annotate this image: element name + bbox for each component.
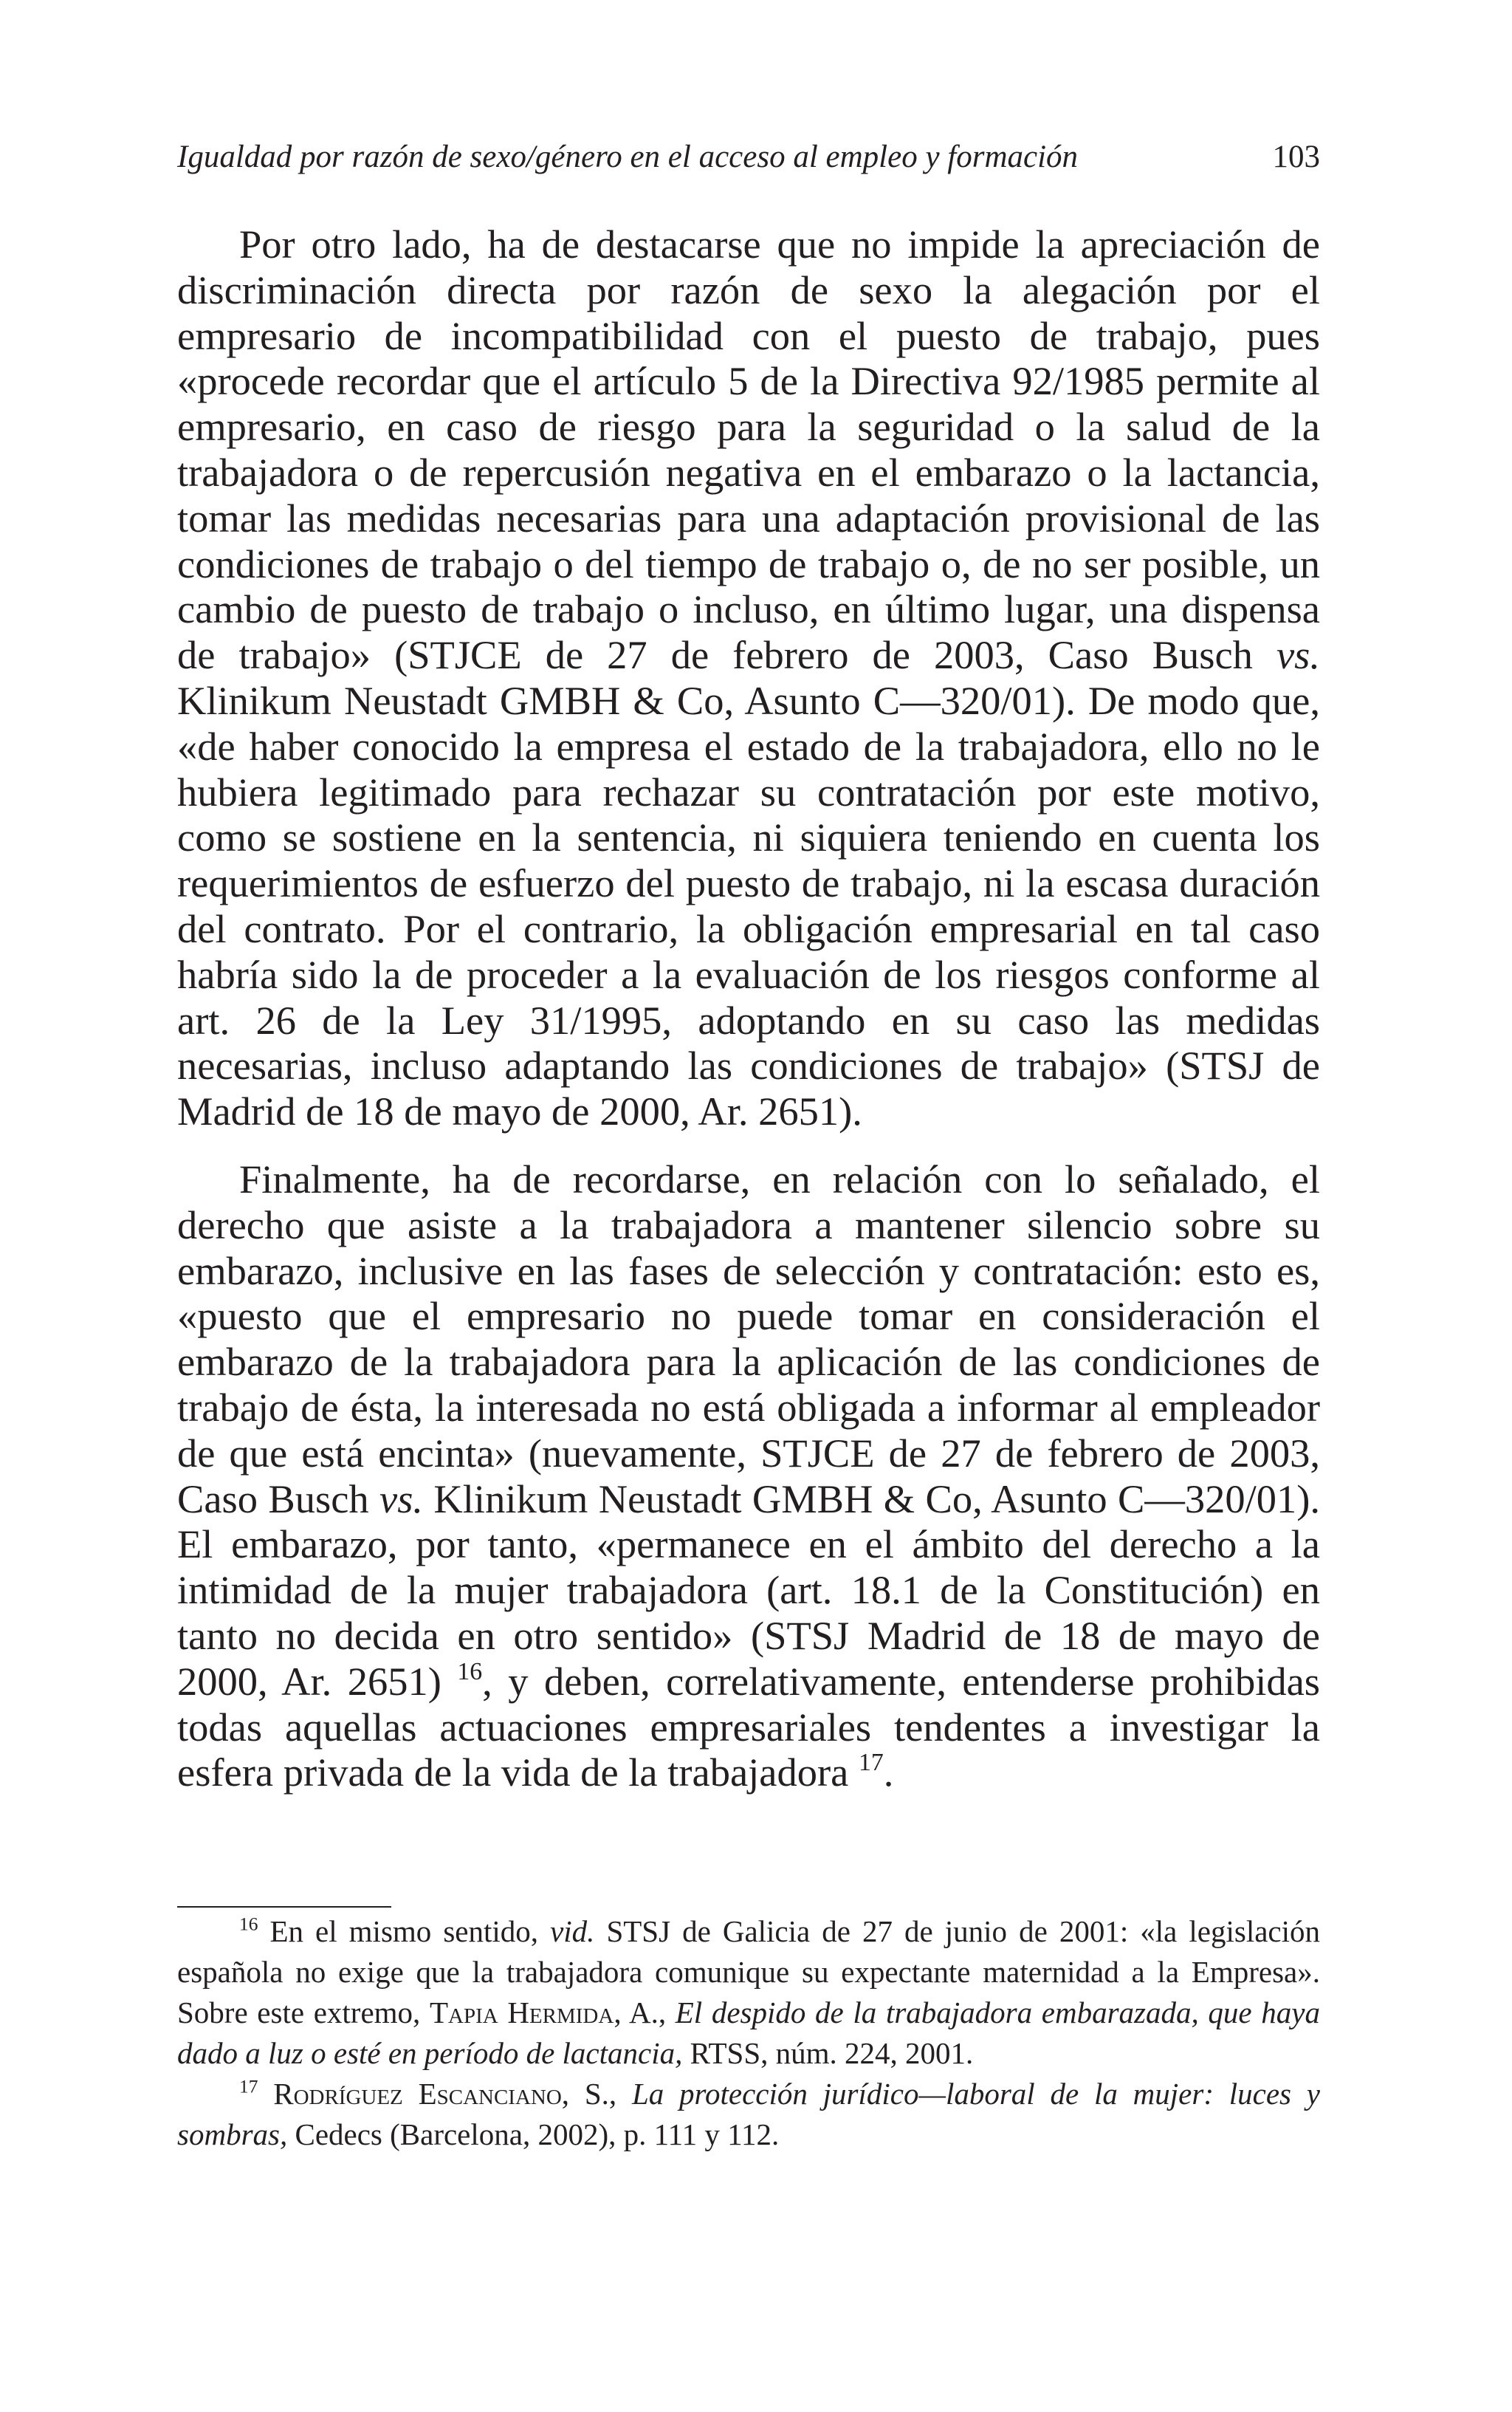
footnote-17-author: Rodríguez Escanciano xyxy=(273,2077,562,2111)
paragraph-2-text-a: Finalmente, ha de recordarse, en relación con lo señalado, el derecho que asiste a la trabajadora a mantener silencio sobre su embarazo, inclusive en las fases de selección y contratación: esto es, «puesto que el empresario no puede tomar en consideración el embarazo de la trabajadora para la aplicación de las condiciones de trabajo de ésta, la interesada no está obligada a informar al empleador de que está encinta» (nuevamente, STJCE de 27 de febrero de 2003, Caso Busch xyxy=(177,1156,1320,1521)
footnote-16-title: El despido de la trabajadora embarazada, que haya dado a luz o esté en período de lactancia, xyxy=(177,1995,1320,2070)
footnote-ref-17[interactable]: 17 xyxy=(858,1749,884,1777)
footnote-16-number: 16 xyxy=(239,1914,258,1935)
paragraph-2-text-b: Klinikum Neustadt GMBH & Co, Asunto C—320/01). El embarazo, por tanto, «permanece en el ámbito del derecho a la intimidad de la mujer trabajadora (art. 18.1 de la Constitución) en tanto no decida en otro sentido» (STSJ Madrid de 18 de mayo de 2000, Ar. 2651) xyxy=(177,1476,1320,1704)
body-text xyxy=(177,222,1320,1795)
footnote-17-initial: , S., xyxy=(561,2077,632,2111)
footnote-17-number: 17 xyxy=(239,2076,258,2097)
footnote-16-author: Tapia Hermida xyxy=(429,1995,614,2029)
paragraph-2 xyxy=(177,1157,1320,1795)
footnote-separator xyxy=(177,1906,391,1908)
paragraph-1-text-a: Por otro lado, ha de destacarse que no impide la apreciación de discriminación directa por razón de sexo la alegación por el empresario de incompatibilidad con el puesto de trabajo, pues «procede recordar que el artículo 5 de la Directiva 92/1985 permite al empresario, en caso de riesgo para la seguridad o la salud de la trabajadora o de repercusión negativa en el embarazo o la lactancia, tomar las medidas necesarias para una adaptación provisional de las condiciones de trabajo o del tiempo de trabajo o, de no ser posible, un cambio de puesto de trabajo o incluso, en último lugar, una dispensa de trabajo» (STJCE de 27 de febrero de 2003, Caso Busch xyxy=(177,222,1320,678)
running-title: Igualdad por razón de sexo/género en el acceso al empleo y formación xyxy=(177,140,1079,174)
footnote-16-initial: , A., xyxy=(614,1995,676,2029)
footnote-16-text-b: RTSS, núm. 224, 2001. xyxy=(682,2036,974,2070)
paragraph-1 xyxy=(177,222,1320,1134)
footnote-ref-16[interactable]: 16 xyxy=(457,1657,483,1685)
paragraph-1-text-b: Klinikum Neustadt GMBH & Co, Asunto C—320/01). De modo que, «de haber conocido la empresa el estado de la trabajadora, ello no le hubiera legitimado para rechazar su contratación por este motivo, como se sostiene en la sentencia, ni siquiera teniendo en cuenta los requerimientos de esfuerzo del puesto de trabajo, ni la escasa duración del contrato. Por el contrario, la obligación empresarial en tal caso habría sido la de proceder a la evaluación de los riesgos conforme al art. 26 de la Ley 31/1995, adoptando en su caso las medidas necesarias, incluso adaptando las condiciones de trabajo» (STSJ de Madrid de 18 de mayo de 2000, Ar. 2651). xyxy=(177,677,1320,1134)
footnote-17 xyxy=(177,2074,1320,2155)
footnote-17-title: La protección jurídico—laboral de la mujer: luces y sombras, xyxy=(177,2077,1321,2151)
footnote-17-text-b: Cedecs (Barcelona, 2002), p. 111 y 112. xyxy=(287,2117,780,2151)
footnote-16 xyxy=(177,1911,1320,2074)
paragraph-2-text-d: . xyxy=(883,1750,894,1795)
footnote-16-text-a: STSJ de Galicia de 27 de junio de 2001: «la legislación española no exige que la trabajadora comunique su expectante maternidad a la Empresa». Sobre este extremo, xyxy=(177,1914,1320,2029)
footnote-16-vid: vid. xyxy=(550,1914,595,1948)
footnote-17-lead xyxy=(258,2077,273,2111)
paragraph-1-vs: vs. xyxy=(1276,632,1320,678)
paragraph-2-text-c: , y deben, correlativamente, entenderse prohibidas todas aquellas actuaciones empresariales tendentes a investigar la esfera privada de la vida de la trabajadora xyxy=(177,1658,1320,1795)
footnotes xyxy=(177,1911,1320,2155)
page-number: 103 xyxy=(1272,140,1320,174)
running-header xyxy=(177,135,1320,179)
footnote-16-lead: En el mismo sentido, xyxy=(258,1914,551,1948)
paragraph-2-vs: vs. xyxy=(379,1476,424,1521)
